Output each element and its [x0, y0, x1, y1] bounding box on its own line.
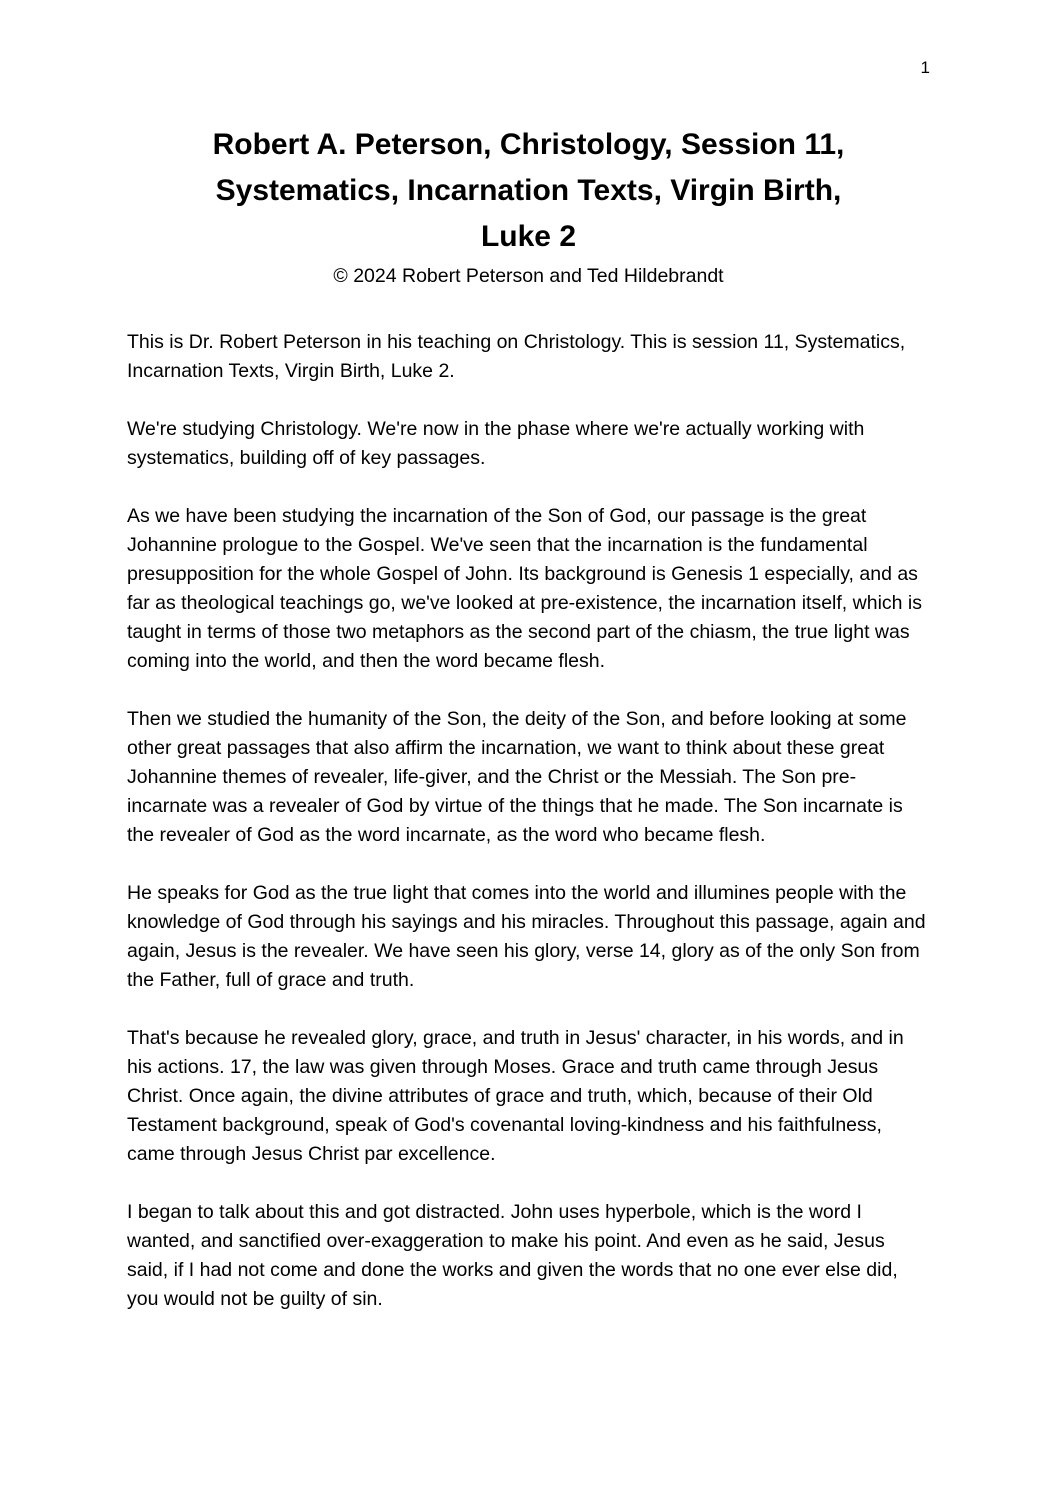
page-number: 1 — [920, 58, 930, 77]
paragraph: That's because he revealed glory, grace, and truth in Jesus' character, in his words, and in his actions. 17, the law was given through Moses. Grace and truth came through Jesus Christ. Once again, the divine attributes of grace and truth, which, because of their Old Testament background, speak of God's covenantal loving-kindness and his faithfulness, came through Jesus Christ par excellence. — [127, 1027, 904, 1165]
title-line-1: Robert A. Peterson, Christology, Session 11, — [212, 128, 845, 161]
paragraph: As we have been studying the incarnation of the Son of God, our passage is the great Johannine prologue to the Gospel. We've seen that the incarnation is the fundamental presupposition for the whole Gospel of John. Its background is Genesis 1 especially, and as far as theological teachings go, we've looked at pre-existence, the incarnation itself, which is taught in terms of those two metaphors as the second part of the chiasm, the true light was coming into the world, and then the word became flesh. — [127, 505, 922, 672]
paragraph: I began to talk about this and got distracted. John uses hyperbole, which is the word I wanted, and sanctified over-exaggeration to make his point. And even as he said, Jesus said, if I had not come and done the works and given the words that no one ever else did, you would not be guilty of sin. — [127, 1201, 898, 1310]
paragraph: This is Dr. Robert Peterson in his teaching on Christology. This is session 11, Systematics, Incarnation Texts, Virgin Birth, Luke 2. — [127, 331, 906, 382]
paragraph: We're studying Christology. We're now in the phase where we're actually working with systematics, building off of key passages. — [127, 418, 865, 469]
paragraph: He speaks for God as the true light that comes into the world and illumines people with the knowledge of God through his sayings and his miracles. Throughout this passage, again and again, Jesus is the revealer. We have seen his glory, verse 14, glory as of the only Son from the Father, full of grace and truth. — [127, 882, 926, 991]
copyright-line: © 2024 Robert Peterson and Ted Hildebrandt — [333, 265, 724, 287]
document-title — [127, 122, 930, 260]
title-line-3: Luke 2 — [480, 220, 577, 253]
title-line-2: Systematics, Incarnation Texts, Virgin Birth, — [215, 174, 842, 207]
paragraph: Then we studied the humanity of the Son, the deity of the Son, and before looking at some other great passages that also affirm the incarnation, we want to think about these great Johannine themes of revealer, life-giver, and the Christ or the Messiah. The Son pre-incarnate was a revealer of God by virtue of the things that he made. The Son incarnate is the revealer of God as the word incarnate, as the word who became flesh. — [127, 708, 907, 846]
